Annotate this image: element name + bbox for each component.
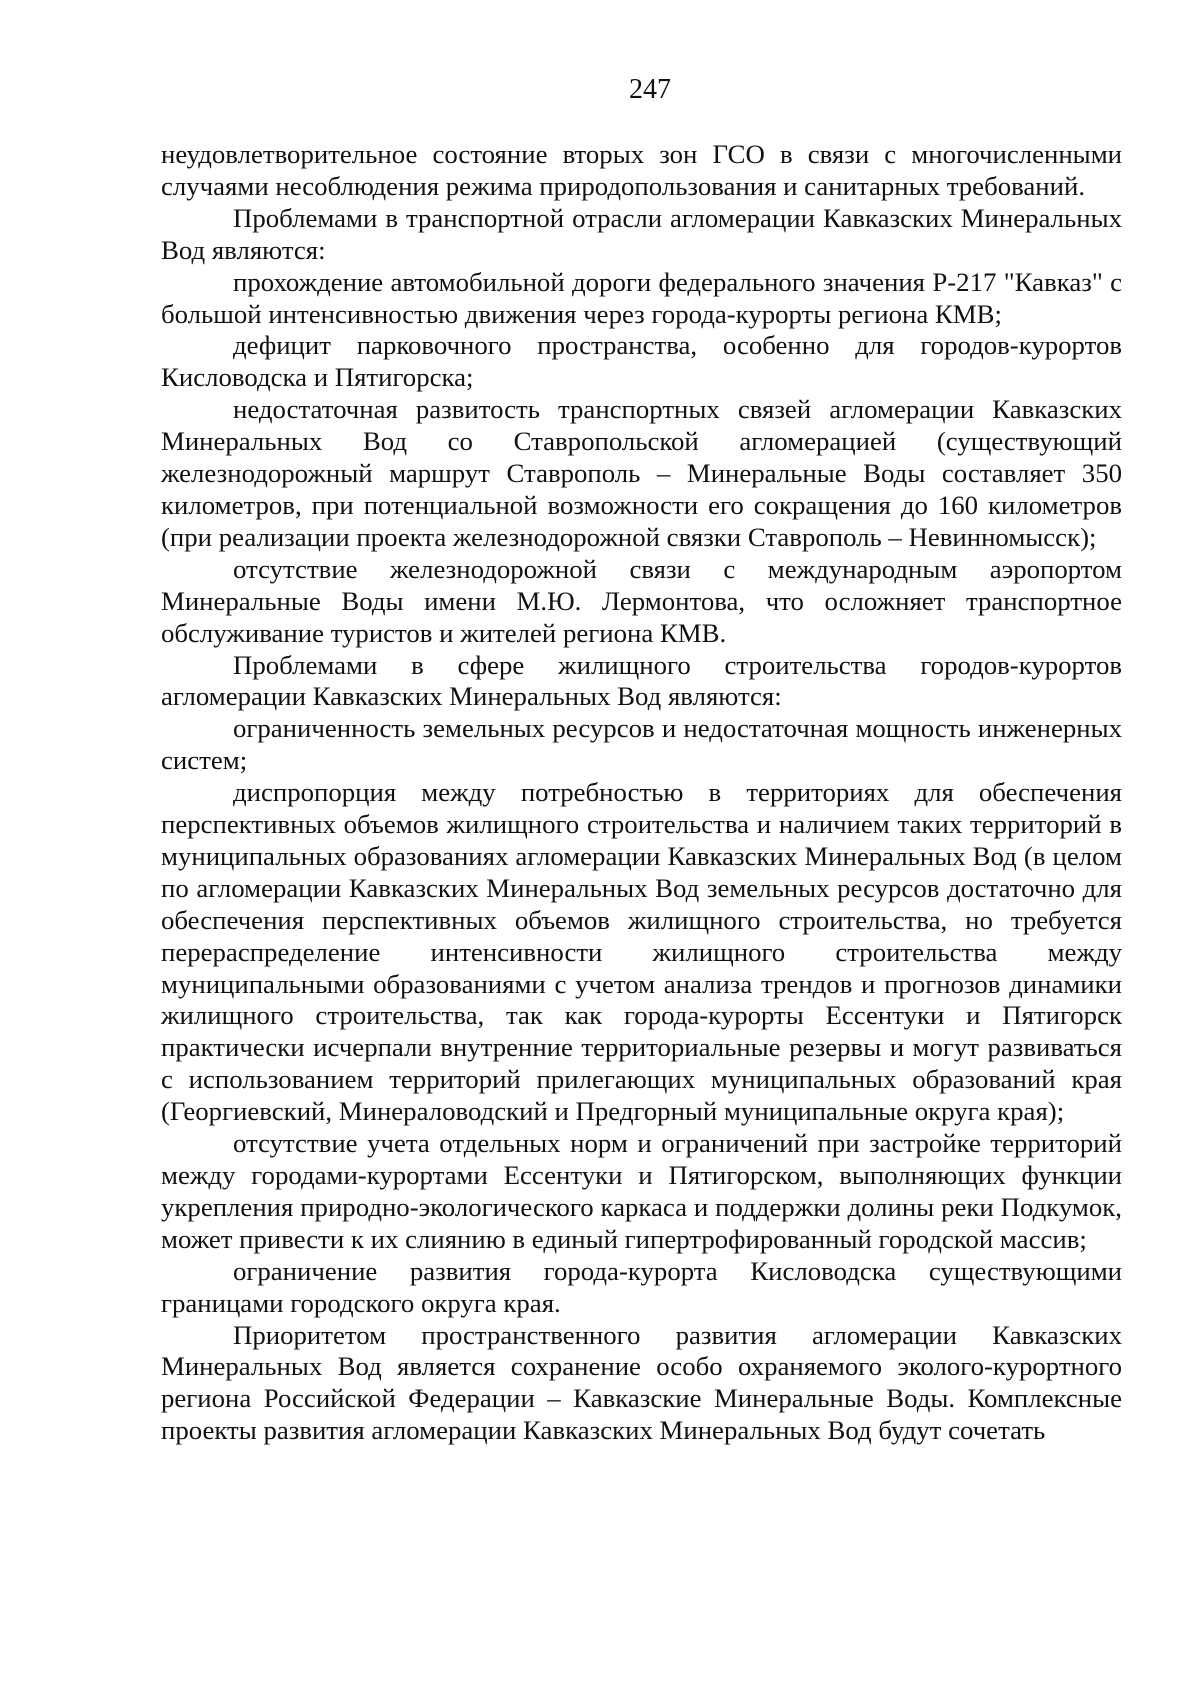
paragraph-airport-rail: отсутствие железнодорожной связи с международным аэропортом Минеральные Воды имени М.Ю. Лермонтова, что осложняет транспортное обслуживание туристов и жителей региона КМВ. [161, 553, 1122, 648]
paragraph-parking-deficit: дефицит парковочного пространства, особенно для городов-курортов Кисловодска и Пятигорска; [161, 330, 1122, 393]
paragraph-housing-heading: Проблемами в сфере жилищного строительства городов-курортов агломерации Кавказских Минеральных Вод являются: [161, 649, 1122, 712]
paragraph-road-r217: прохождение автомобильной дороги федерального значения Р-217 "Кавказ" с большой интенсивностью движения через города-курорты региона КМВ; [161, 266, 1122, 329]
paragraph-land-resources: ограниченность земельных ресурсов и недостаточная мощность инженерных систем; [161, 713, 1122, 776]
body-text [161, 139, 1122, 1447]
paragraph-zoning-norms: отсутствие учета отдельных норм и ограничений при застройке территорий между городами-курортами Ессентуки и Пятигорском, выполняющих функции укрепления природно-экологического каркаса и поддержки долины реки Подкумок, может привести к их слиянию в единый гипертрофированный городской массив; [161, 1128, 1122, 1254]
paragraph-transport-links: недостаточная развитость транспортных связей агломерации Кавказских Минеральных Вод со Ставропольской агломерацией (существующий железнодорожный маршрут Ставрополь – Минеральные Воды составляет 350 километров, при потенциальной возможности его сокращения до 160 километров (при реализации проекта железнодорожной связки Ставрополь – Невинномысск); [161, 394, 1122, 552]
paragraph-transport-heading: Проблемами в транспортной отрасли агломерации Кавказских Минеральных Вод являются: [161, 202, 1122, 265]
paragraph-continuation: неудовлетворительное состояние вторых зон ГСО в связи с многочисленными случаями несоблюдения режима природопользования и санитарных требований. [161, 139, 1122, 201]
page-number: 247 [629, 74, 671, 105]
paragraph-kislovodsk-limits: ограничение развития города-курорта Кисловодска существующими границами городского округа края. [161, 1255, 1122, 1318]
paragraph-priority: Приоритетом пространственного развития агломерации Кавказских Минеральных Вод является сохранение особо охраняемого эколого-курортного региона Российской Федерации – Кавказские Минеральные Воды. Комплексные проекты развития агломерации Кавказских Минеральных Вод будут сочетать [161, 1319, 1122, 1446]
paragraph-disproportion: диспропорция между потребностью в территориях для обеспечения перспективных объемов жилищного строительства и наличием таких территорий в муниципальных образованиях агломерации Кавказских Минеральных Вод (в целом по агломерации Кавказских Минеральных Вод земельных ресурсов достаточно для обеспечения перспективных объемов жилищного строительства, но требуется перераспределение интенсивности жилищного строительства между муниципальными образованиями с учетом анализа трендов и прогнозов динамики жилищного строительства, так как города-курорты Ессентуки и Пятигорск практически исчерпали внутренние территориальные резервы и могут развиваться с использованием территорий прилегающих муниципальных образований края (Георгиевский, Минераловодский и Предгорный муниципальные округа края); [161, 777, 1122, 1127]
